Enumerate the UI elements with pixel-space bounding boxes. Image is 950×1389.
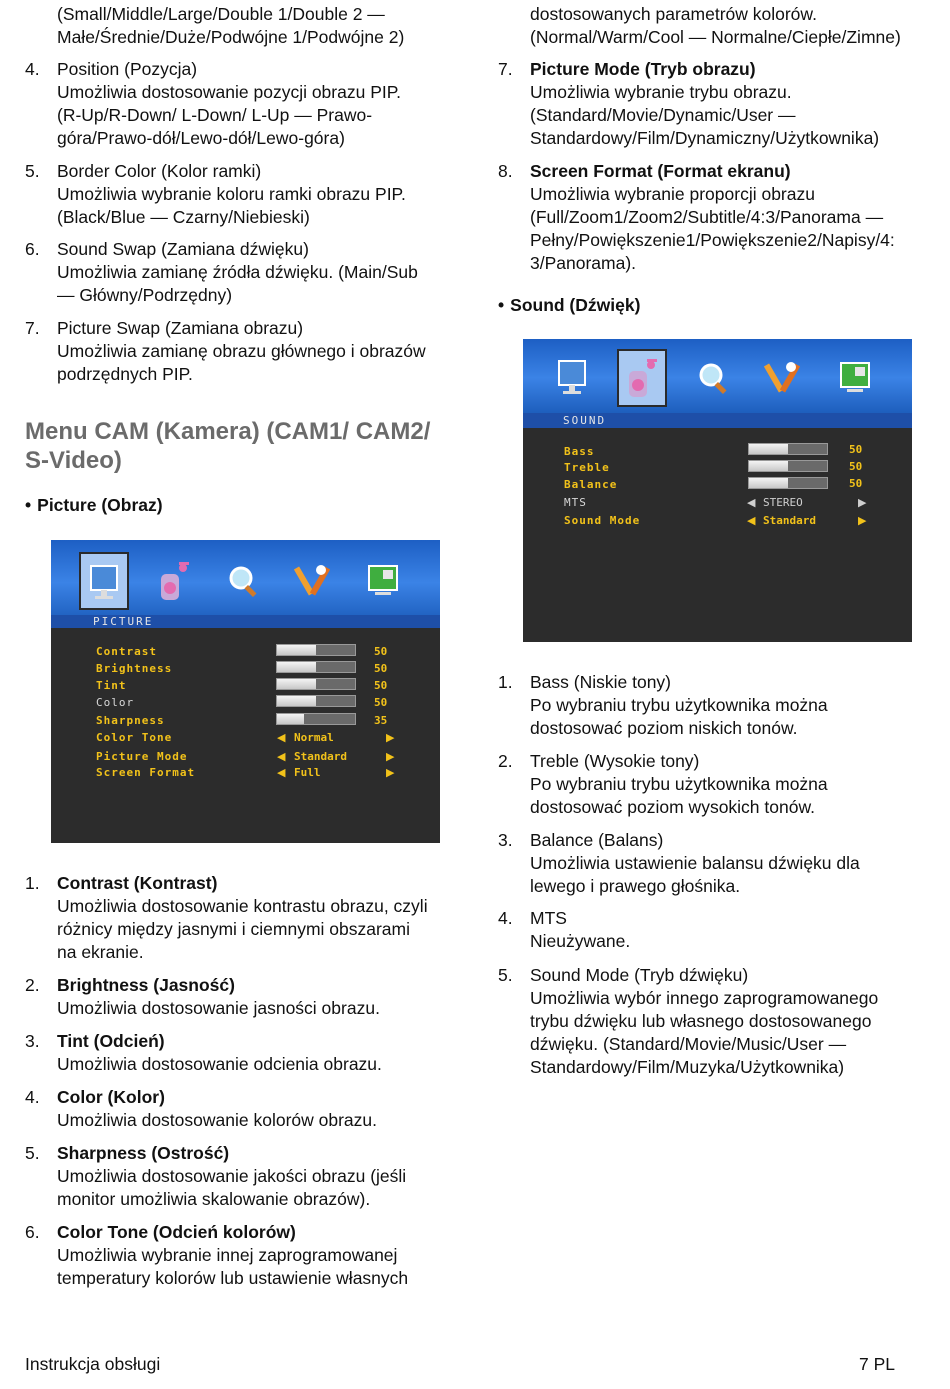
item-line: góra/Prawo-dół/Lewo-dół/Lewo-góra) <box>57 128 345 148</box>
arrow-right-icon: ▶ <box>858 497 867 509</box>
osd-row-label: Tint <box>96 679 127 692</box>
osd-level-fill <box>277 662 316 672</box>
osd-level-bar <box>276 713 356 725</box>
item-number: 5. <box>25 1143 40 1163</box>
item-title: MTS <box>530 908 567 928</box>
item-line: Umożliwia wybranie proporcji obrazu <box>530 184 815 204</box>
item-title: Color Tone (Odcień kolorów) <box>57 1222 296 1242</box>
list-item <box>25 1030 512 1076</box>
list-item <box>498 750 950 819</box>
item-line: Umożliwia ustawienie balansu dźwięku dla <box>530 853 860 873</box>
item-line: Umożliwia wybranie trybu obrazu. <box>530 82 792 102</box>
osd-row-value: 50 <box>849 460 863 473</box>
osd-row-label: Picture Mode <box>96 750 188 763</box>
osd-row-value: 35 <box>374 714 388 727</box>
osd-tab-bar <box>51 540 440 625</box>
arrow-left-icon: ◀ <box>277 767 286 779</box>
item-line: dostosowanych parametrów kolorów. <box>530 4 817 24</box>
osd-row-label: Screen Format <box>96 766 196 779</box>
arrow-right-icon: ▶ <box>386 751 395 763</box>
item-line: Małe/Średnie/Duże/Podwójne 1/Podwójne 2) <box>57 27 405 47</box>
item-line: Umożliwia wybranie innej zaprogramowanej <box>57 1245 398 1265</box>
item-number: 4. <box>25 1087 40 1107</box>
list-item <box>25 317 512 386</box>
item-line: na ekranie. <box>57 942 144 962</box>
item-line: Po wybraniu trybu użytkownika można <box>530 695 828 715</box>
pip-icon <box>831 349 881 407</box>
osd-row-label: Balance <box>564 478 618 491</box>
osd-level-fill <box>749 461 788 471</box>
subhead-text: Sound (Dźwięk) <box>510 295 641 315</box>
pip-icon <box>359 552 409 610</box>
item-line: Umożliwia dostosowanie jakości obrazu (jeśli <box>57 1166 407 1186</box>
tools-icon <box>289 552 339 610</box>
arrow-left-icon: ◀ <box>277 751 286 763</box>
search-icon <box>219 552 269 610</box>
osd-row-value: 50 <box>849 477 863 490</box>
arrow-left-icon: ◀ <box>747 515 756 527</box>
item-line: Umożliwia wybranie koloru ramki obrazu PIP. <box>57 184 406 204</box>
osd-row-value: 50 <box>374 645 388 658</box>
item-line: (R-Up/R-Down/ L-Down/ L-Up — Prawo- <box>57 105 373 125</box>
list-item <box>498 58 950 150</box>
arrow-right-icon: ▶ <box>386 732 395 744</box>
osd-level-fill <box>277 679 316 689</box>
list-item <box>498 964 950 1079</box>
item-line: Standardowy/Film/Dynamiczny/Użytkownika) <box>530 128 880 148</box>
list-item <box>498 671 950 740</box>
item-line: podrzędnych PIP. <box>57 364 193 384</box>
item-number: 6. <box>25 239 40 259</box>
bullet-icon: • <box>25 495 32 515</box>
item-title: Treble (Wysokie tony) <box>530 751 700 771</box>
list-item <box>498 3 950 49</box>
osd-row-label: Sharpness <box>96 714 165 727</box>
item-line: różnicy między jasnymi i ciemnymi obszarami <box>57 919 410 939</box>
osd-sound-screenshot <box>523 339 912 642</box>
arrow-left-icon: ◀ <box>747 497 756 509</box>
subsection-heading <box>498 294 640 317</box>
list-item <box>25 1221 512 1290</box>
item-number: 7. <box>498 59 513 79</box>
page-number: 7 PL <box>859 1354 895 1374</box>
item-line: dostosować poziom wysokich tonów. <box>530 797 815 817</box>
subsection-heading <box>25 494 163 517</box>
osd-tab-bar <box>523 339 912 417</box>
list-item <box>498 160 950 275</box>
item-title: Brightness (Jasność) <box>57 975 235 995</box>
item-line: Po wybraniu trybu użytkownika można <box>530 774 828 794</box>
item-line: dźwięku. (Standard/Movie/Music/User — <box>530 1034 847 1054</box>
arrow-right-icon: ▶ <box>858 515 867 527</box>
subhead-text: Picture (Obraz) <box>37 495 163 515</box>
osd-row-label: Contrast <box>96 645 157 658</box>
osd-title: PICTURE <box>51 615 440 628</box>
item-title: Color (Kolor) <box>57 1087 165 1107</box>
osd-option-value: Standard <box>294 750 347 763</box>
item-title: Bass (Niskie tony) <box>530 672 672 692</box>
list-item <box>25 58 512 150</box>
osd-level-fill <box>277 696 316 706</box>
item-line: — Główny/Podrzędny) <box>57 285 233 305</box>
item-line: 3/Panorama). <box>530 253 637 273</box>
item-line: Border Color (Kolor ramki) <box>57 161 262 181</box>
osd-option-value: Full <box>294 766 321 779</box>
list-item <box>25 160 512 229</box>
osd-row-label: Sound Mode <box>564 514 641 527</box>
osd-option-value: Normal <box>294 731 334 744</box>
item-line: Umożliwia zamianę źródła dźwięku. (Main/Sub <box>57 262 418 282</box>
item-line: Umożliwia dostosowanie kolorów obrazu. <box>57 1110 378 1130</box>
item-line: Umożliwia dostosowanie pozycji obrazu PIP. <box>57 82 402 102</box>
item-number: 3. <box>25 1031 40 1051</box>
osd-level-fill <box>277 645 316 655</box>
item-title: Picture Mode (Tryb obrazu) <box>530 59 756 79</box>
search-icon <box>689 349 739 407</box>
item-line: trybu dźwięku lub własnego dostosowanego <box>530 1011 872 1031</box>
tools-icon <box>759 349 809 407</box>
list-item <box>25 3 512 49</box>
osd-option-value: STEREO <box>763 496 803 509</box>
item-line: Position (Pozycja) <box>57 59 198 79</box>
item-number: 4. <box>498 908 513 928</box>
osd-row-value: 50 <box>849 443 863 456</box>
item-line: Nieużywane. <box>530 931 631 951</box>
item-line: Umożliwia dostosowanie jasności obrazu. <box>57 998 380 1018</box>
osd-row-value: 50 <box>374 662 388 675</box>
osd-level-bar <box>276 661 356 673</box>
osd-level-bar <box>748 460 828 472</box>
item-line: Umożliwia wybór innego zaprogramowanego <box>530 988 879 1008</box>
osd-title: SOUND <box>523 413 912 428</box>
osd-row-label: MTS <box>564 496 587 509</box>
item-line: (Standard/Movie/Dynamic/User — <box>530 105 796 125</box>
arrow-left-icon: ◀ <box>277 732 286 744</box>
item-title: Sharpness (Ostrość) <box>57 1143 230 1163</box>
footer-left: Instrukcja obsługi <box>25 1354 161 1374</box>
osd-row-label: Treble <box>564 461 610 474</box>
osd-level-fill <box>749 444 788 454</box>
item-title: Sound Mode (Tryb dźwięku) <box>530 965 749 985</box>
osd-level-fill <box>277 714 304 724</box>
osd-row-value: 50 <box>374 679 388 692</box>
list-item <box>25 1086 512 1132</box>
item-line: Picture Swap (Zamiana obrazu) <box>57 318 304 338</box>
osd-row-value: 50 <box>374 696 388 709</box>
monitor-icon <box>549 349 599 407</box>
item-line: (Small/Middle/Large/Double 1/Double 2 — <box>57 4 385 24</box>
heading-line: Menu CAM (Kamera) (CAM1/ CAM2/ <box>25 418 431 445</box>
item-line: dostosować poziom niskich tonów. <box>530 718 798 738</box>
list-item <box>25 238 512 307</box>
item-number: 2. <box>498 751 513 771</box>
item-number: 1. <box>25 873 40 893</box>
item-number: 1. <box>498 672 513 692</box>
item-title: Contrast (Kontrast) <box>57 873 218 893</box>
item-number: 6. <box>25 1222 40 1242</box>
list-item <box>25 1142 512 1211</box>
list-item <box>25 872 512 964</box>
osd-option-value: Standard <box>763 514 816 527</box>
item-line: Umożliwia dostosowanie kontrastu obrazu, czyli <box>57 896 428 916</box>
sound-icon <box>149 552 199 610</box>
osd-level-bar <box>276 695 356 707</box>
item-number: 5. <box>498 965 513 985</box>
item-line: Pełny/Powiększenie1/Powiększenie2/Napisy/4: <box>530 230 895 250</box>
osd-level-bar <box>276 678 356 690</box>
item-number: 2. <box>25 975 40 995</box>
item-line: Umożliwia dostosowanie odcienia obrazu. <box>57 1054 382 1074</box>
osd-row-label: Color <box>96 696 135 709</box>
osd-row-label: Color Tone <box>96 731 173 744</box>
sound-icon <box>617 349 667 407</box>
list-item <box>498 829 950 898</box>
osd-level-bar <box>748 443 828 455</box>
item-line: (Normal/Warm/Cool — Normalne/Ciepłe/Zimne) <box>530 27 901 47</box>
item-line: monitor umożliwia skalowanie obrazów). <box>57 1189 371 1209</box>
item-title: Tint (Odcień) <box>57 1031 165 1051</box>
item-number: 5. <box>25 161 40 181</box>
list-item <box>25 974 512 1020</box>
item-number: 7. <box>25 318 40 338</box>
osd-level-fill <box>749 478 788 488</box>
monitor-icon <box>79 552 129 610</box>
item-line: Sound Swap (Zamiana dźwięku) <box>57 239 309 259</box>
item-number: 4. <box>25 59 40 79</box>
heading-line: S-Video) <box>25 447 122 474</box>
list-item <box>498 907 950 953</box>
bullet-icon: • <box>498 295 505 315</box>
osd-level-bar <box>276 644 356 656</box>
item-line: (Full/Zoom1/Zoom2/Subtitle/4:3/Panorama — <box>530 207 884 227</box>
item-line: Standardowy/Film/Muzyka/Użytkownika) <box>530 1057 845 1077</box>
osd-row-label: Brightness <box>96 662 173 675</box>
item-line: lewego i prawego głośnika. <box>530 876 741 896</box>
section-heading <box>25 417 480 475</box>
item-title: Balance (Balans) <box>530 830 664 850</box>
item-line: (Black/Blue — Czarny/Niebieski) <box>57 207 310 227</box>
item-number: 3. <box>498 830 513 850</box>
item-line: Umożliwia zamianę obrazu głównego i obrazów <box>57 341 426 361</box>
item-line: temperatury kolorów lub ustawienie własnych <box>57 1268 409 1288</box>
item-number: 8. <box>498 161 513 181</box>
item-title: Screen Format (Format ekranu) <box>530 161 791 181</box>
osd-picture-screenshot <box>51 540 440 843</box>
arrow-right-icon: ▶ <box>386 767 395 779</box>
osd-level-bar <box>748 477 828 489</box>
osd-row-label: Bass <box>564 445 595 458</box>
